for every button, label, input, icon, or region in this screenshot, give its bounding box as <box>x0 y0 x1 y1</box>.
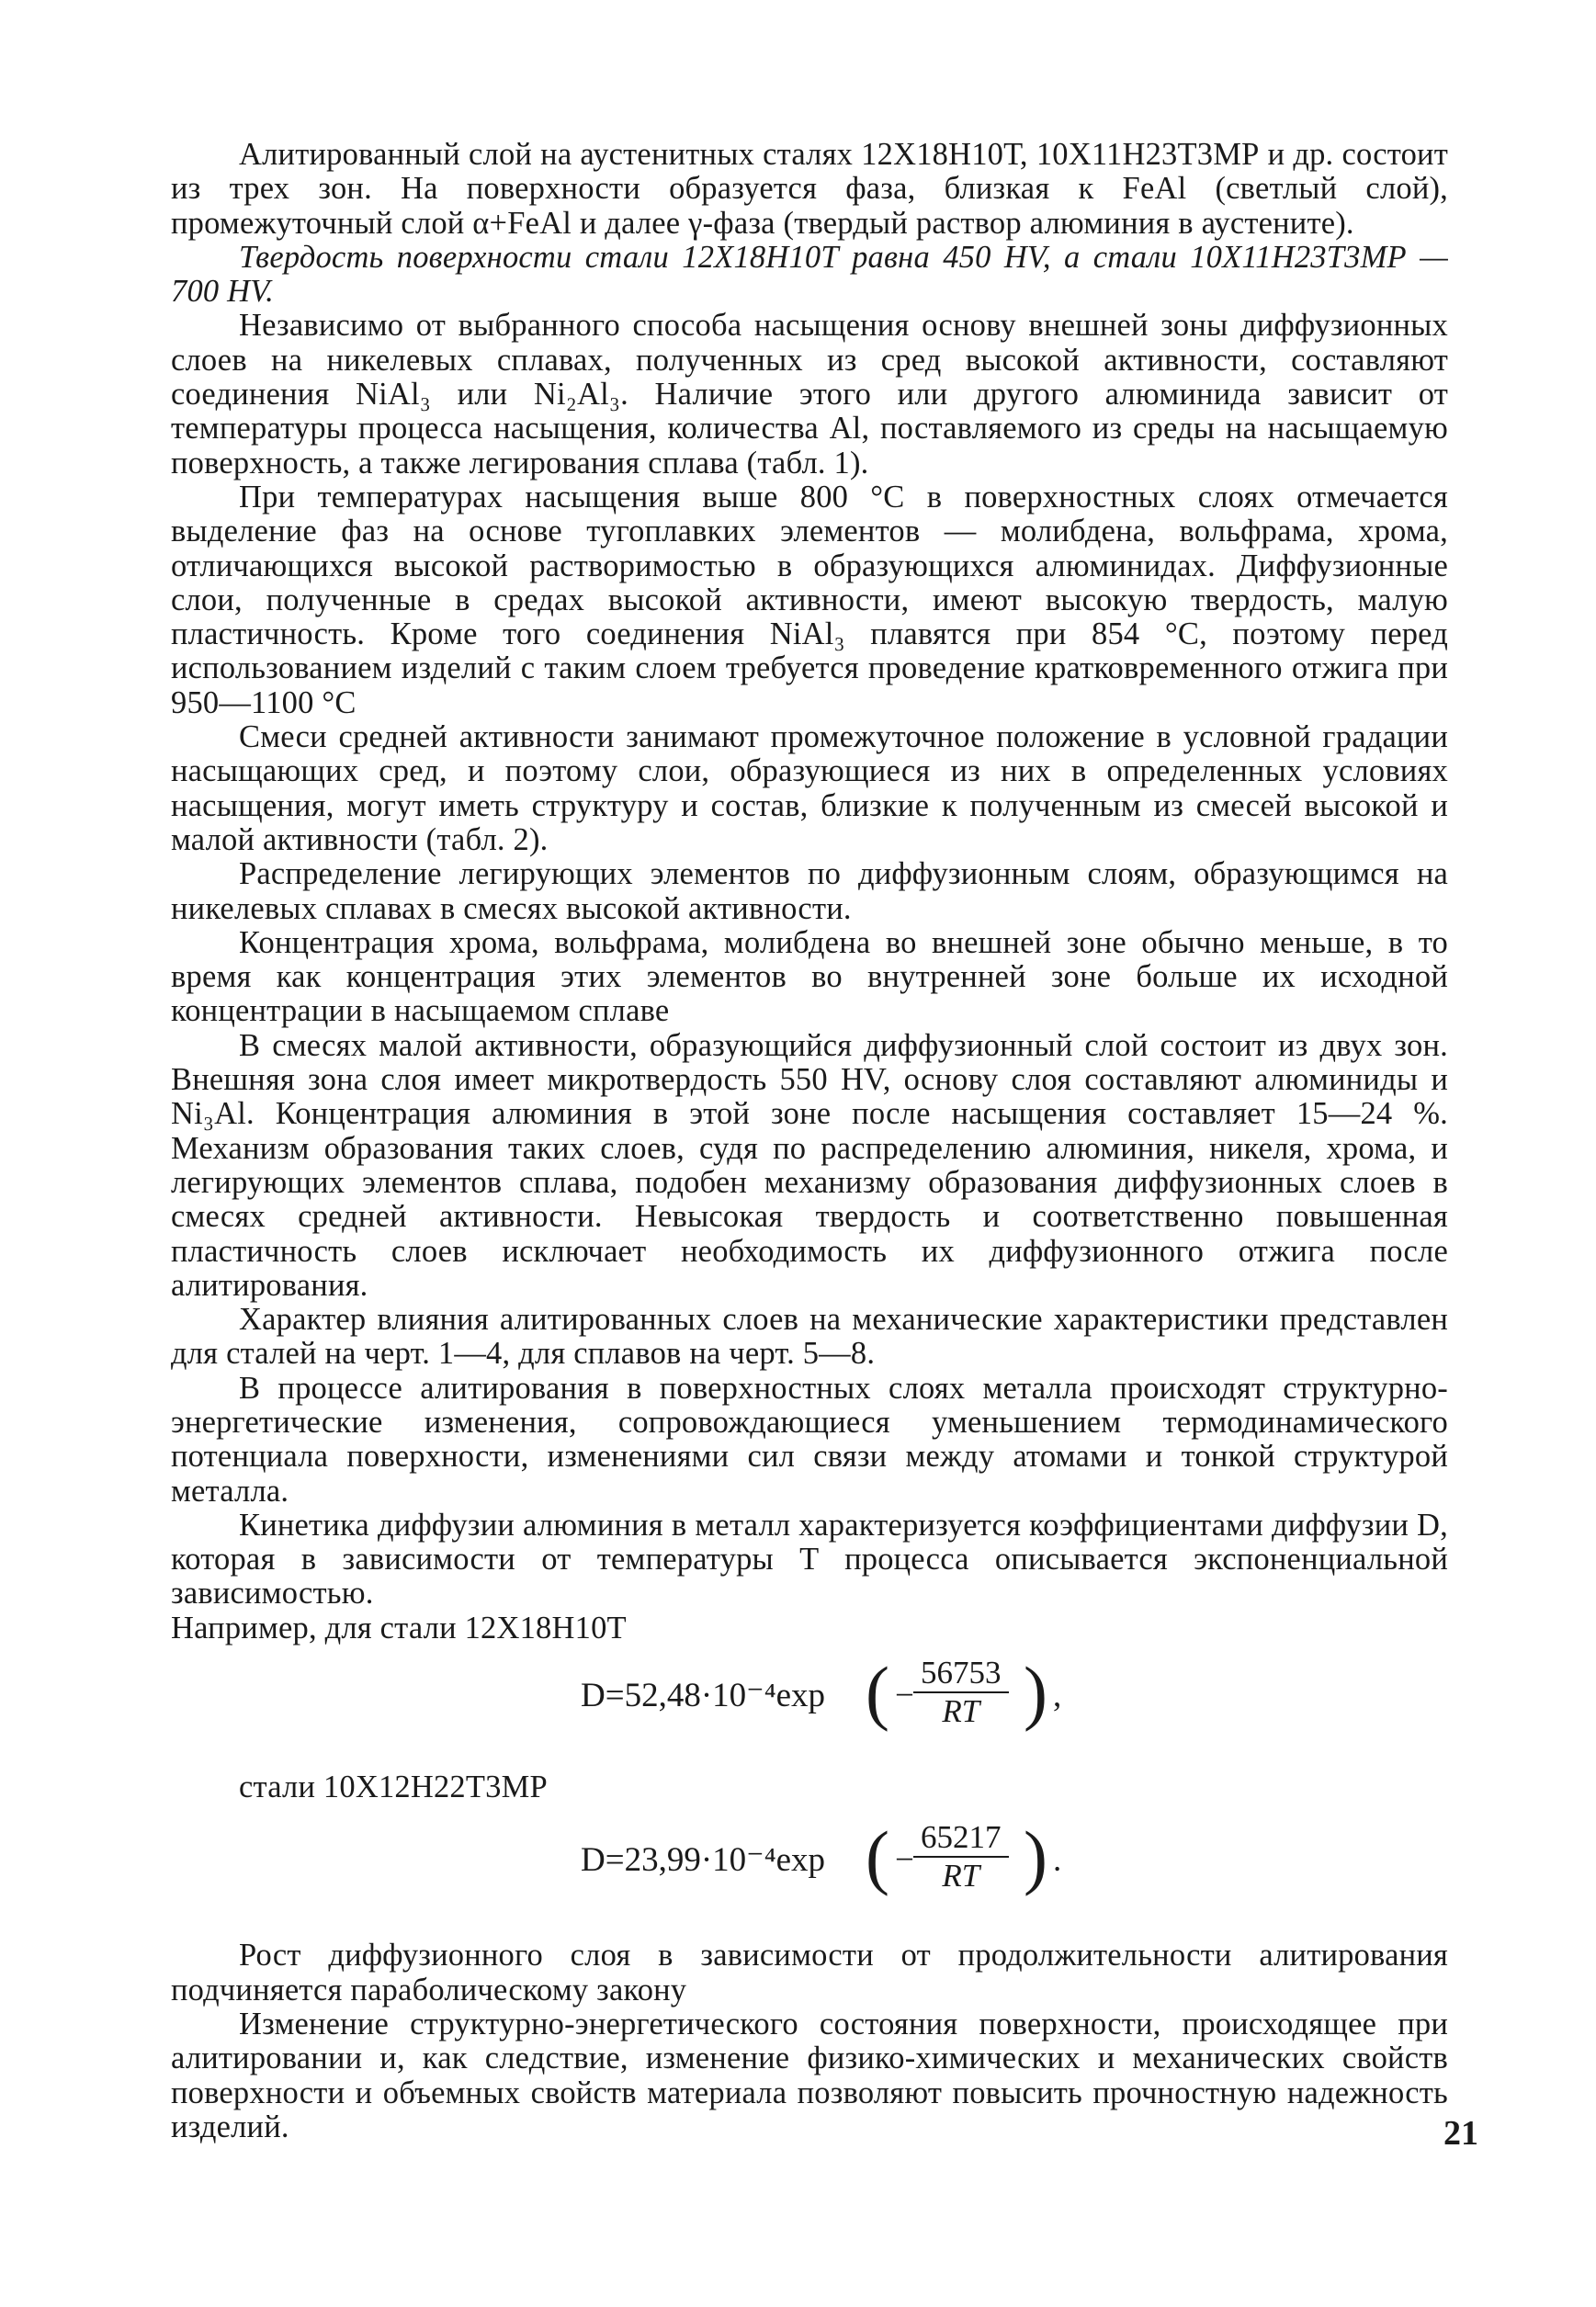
formula-1-denominator: RT <box>942 1693 980 1730</box>
document-body <box>171 138 1448 2144</box>
paragraph-kinetics: Кинетика диффузии алюминия в металл характеризуется коэффициентами диффузии D, которая в зависимости от температуры T процесса описывается экспоненциальной зависимостью. <box>171 1507 1448 1612</box>
formula-2-minus: − <box>895 1841 914 1880</box>
paragraph-mechanical: Характер влияния алитированных слоев на механические характеристики представлен для сталей на черт. 1—4, для сплавов на черт. 5—8. <box>171 1302 1448 1372</box>
paragraph-medium-activity: Смеси средней активности занимают промежуточное положение в условной градации насыщающих сред, и поэтому слои, образующиеся из них в определенных условиях насыщения, могут иметь структуру и состав, близкие к полученным из смесей высокой и малой активности (табл. 2). <box>171 719 1448 857</box>
steel-label: стали 10Х12Н22Т3МР <box>239 1770 548 1805</box>
paragraph-nickel-alloys: Независимо от выбранного способа насыщения основу внешней зоны диффузионных слоев на никелевых сплавах, полученных из сред высокой активности, составляют соединения NiAl₃ или Ni₂Al₃. Наличие этого или другого алюминида зависит от температуры процесса насыщения, количества Al, поставляемого из среды на насыщаемую поверхность, а также легирования сплава (табл. 1). <box>171 308 1448 481</box>
formula-1 <box>171 1645 1448 1747</box>
formula-2-denominator: RT <box>942 1858 980 1894</box>
formula-2-open-paren: ( <box>866 1816 889 1897</box>
formula-2-numerator: 65217 <box>913 1819 1009 1858</box>
paragraph-distribution: Распределение легирующих элементов по диффузионным слоям, образующимся на никелевых сплавах в смесях высокой активности. <box>171 856 1448 926</box>
paragraph-growth: Рост диффузионного слоя в зависимости от продолжительности алитирования подчиняется параболическому закону <box>171 1938 1448 2007</box>
paragraph-hardness: Твердость поверхности стали 12Х18Н10Т равна 450 HV, а стали 10Х11Н23Т3МР — 700 HV. <box>171 239 1448 310</box>
formula-1-minus: − <box>895 1677 914 1715</box>
formula-1-lhs: D=52,48·10⁻⁴exp <box>581 1677 826 1715</box>
formula-1-fraction <box>913 1655 1009 1730</box>
formula-2-close-paren: ) <box>1024 1816 1047 1897</box>
formula-1-open-paren: ( <box>866 1652 889 1733</box>
page-number: 21 <box>1443 2114 1478 2153</box>
formula-1-numerator: 56753 <box>913 1655 1009 1693</box>
paragraph-low-activity: В смесях малой активности, образующийся диффузионный слой состоит из двух зон. Внешняя зона слоя имеет микротвердость 550 HV, основу слоя составляют алюминиды и Ni₃Al. Концентрация алюминия в этой зоне после насыщения составляет 15—24 %. Механизм образования таких слоев, судя по распределению алюминия, никеля, хрома, и легирующих элементов сплава, подобен механизму образования диффузионных слоев в смесях средней активности. Невысокая твердость и соответственно повышенная пластичность слоев исключает необходимость их диффузионного отжига после алитирования. <box>171 1027 1448 1303</box>
formula-2 <box>171 1810 1448 1911</box>
formula-1-tail: , <box>1053 1677 1062 1715</box>
formula-2-tail: . <box>1053 1841 1062 1880</box>
formula-2-fraction <box>913 1819 1009 1894</box>
paragraph-temperatures: При температурах насыщения выше 800 °С в поверхностных слоях отмечается выделение фаз на основе тугоплавких элементов — молибдена, вольфрама, хрома, отличающихся высокой растворимостью в образующихся алюминидах. Диффузионные слои, полученные в средах высокой активности, имеют высокую твердость, малую пластичность. Кроме того соединения NiAl₃ плавятся при 854 °С, поэтому перед использованием изделий с таким слоем требуется проведение кратковременного отжига при 950—1100 °С <box>171 479 1448 720</box>
example-intro: Например, для стали 12Х18Н10Т <box>171 1610 627 1645</box>
formula-2-lhs: D=23,99·10⁻⁴exp <box>581 1841 826 1880</box>
paragraph-process: В процессе алитирования в поверхностных слоях металла происходят структурно-энергетические изменения, сопровождающиеся уменьшением термодинамического потенциала поверхности, изменениями сил связи между атомами и тонкой структурой металла. <box>171 1370 1448 1509</box>
formula-1-close-paren: ) <box>1024 1652 1047 1733</box>
paragraph-conclusion: Изменение структурно-энергетического состояния поверхности, происходящее при алитировании и, как следствие, изменение физико-химических и механических свойств поверхности и объемных свойств материала позволяют повысить прочностную надежность изделий. <box>171 2006 1448 2144</box>
paragraph-concentration: Концентрация хрома, вольфрама, молибдена во внешней зоне обычно меньше, в то время как концентрация этих элементов во внутренней зоне больше их исходной концентрации в насыщаемом сплаве <box>171 924 1448 1029</box>
paragraph-aluminized-layer: Алитированный слой на аустенитных сталях 12Х18Н10Т, 10Х11Н23Т3МР и др. состоит из трех зон. На поверхности образуется фаза, близкая к FeAl (светлый слой), промежуточный слой α+FeAl и далее γ-фаза (твердый раствор алюминия в аустените). <box>171 137 1448 241</box>
